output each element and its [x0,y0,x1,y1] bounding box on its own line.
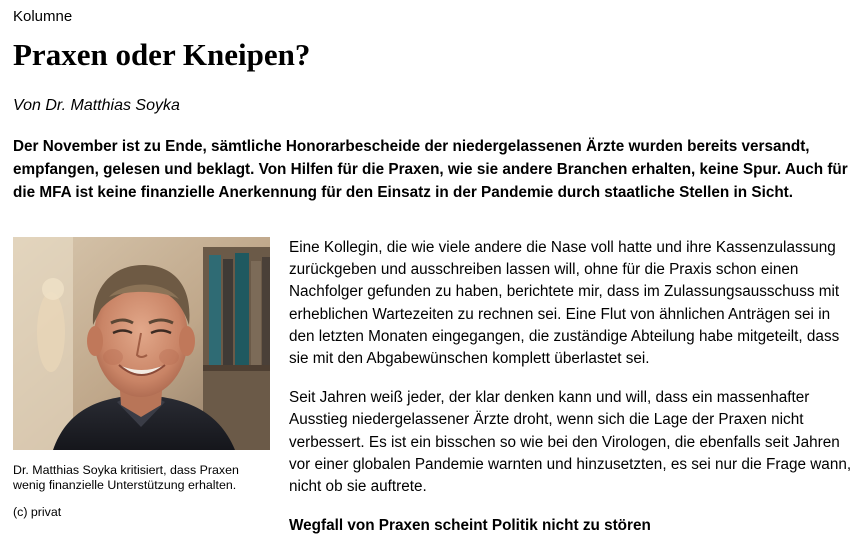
photo-caption: Dr. Matthias Soyka kritisiert, dass Praxen wenig finanzielle Unterstützung erhalten. [13,463,239,492]
article-kicker: Kolumne [13,8,73,25]
article-title: Praxen oder Kneipen? [13,37,311,72]
article-author: Von Dr. Matthias Soyka [13,97,180,114]
body-paragraph-2: Seit Jahren weiß jeder, der klar denken kann und will, dass ein massenhafter Ausstieg niedergelassener Ärzte droht, wenn sich die Lage der Praxen nicht verbessert. Es ist ein bisschen so wie bei den Virologen, die ebenfalls seit Jahren vor einer globalen Pandemie warnten und hinzusetzten, es sei nur die Frage wann, nicht ob sie auftrete. [289,389,852,496]
photo-credit: (c) privat [13,505,62,519]
author-photo[interactable] [13,237,270,450]
author-portrait-image [13,237,270,450]
article-lead: Der November ist zu Ende, sämtliche Honorarbescheide der niedergelassenen Ärzte wurden bereits versandt, empfangen, gelesen und beklagt. Von Hilfen für die Praxen, wie sie andere Branchen erhalten, keine Spur. Auch für die MFA ist keine finanzielle Anerkennung für den Einsatz in der Pandemie durch staatliche Stellen in Sicht. [13,138,848,201]
article-body [289,237,857,537]
article-figure [13,237,270,520]
article-subheading: Wegfall von Praxen scheint Politik nicht zu stören [289,517,651,535]
body-paragraph-1: Eine Kollegin, die wie viele andere die Nase voll hatte und ihre Kassenzulassung zurückgeben und ausschreiben lassen will, ohne für die Praxis schon einen Nachfolger gefunden zu haben, berichtete mir, dass im Zulassungsausschuss mit erheblichen Wartezeiten zu rechnen sei. Eine Flut von ähnlichen Anträgen sei in den letzten Monaten eingegangen, die zuständige Abteilung habe mitgeteilt, dass sie mit den Abgabewünschen komplett überlastet sei. [289,239,840,368]
